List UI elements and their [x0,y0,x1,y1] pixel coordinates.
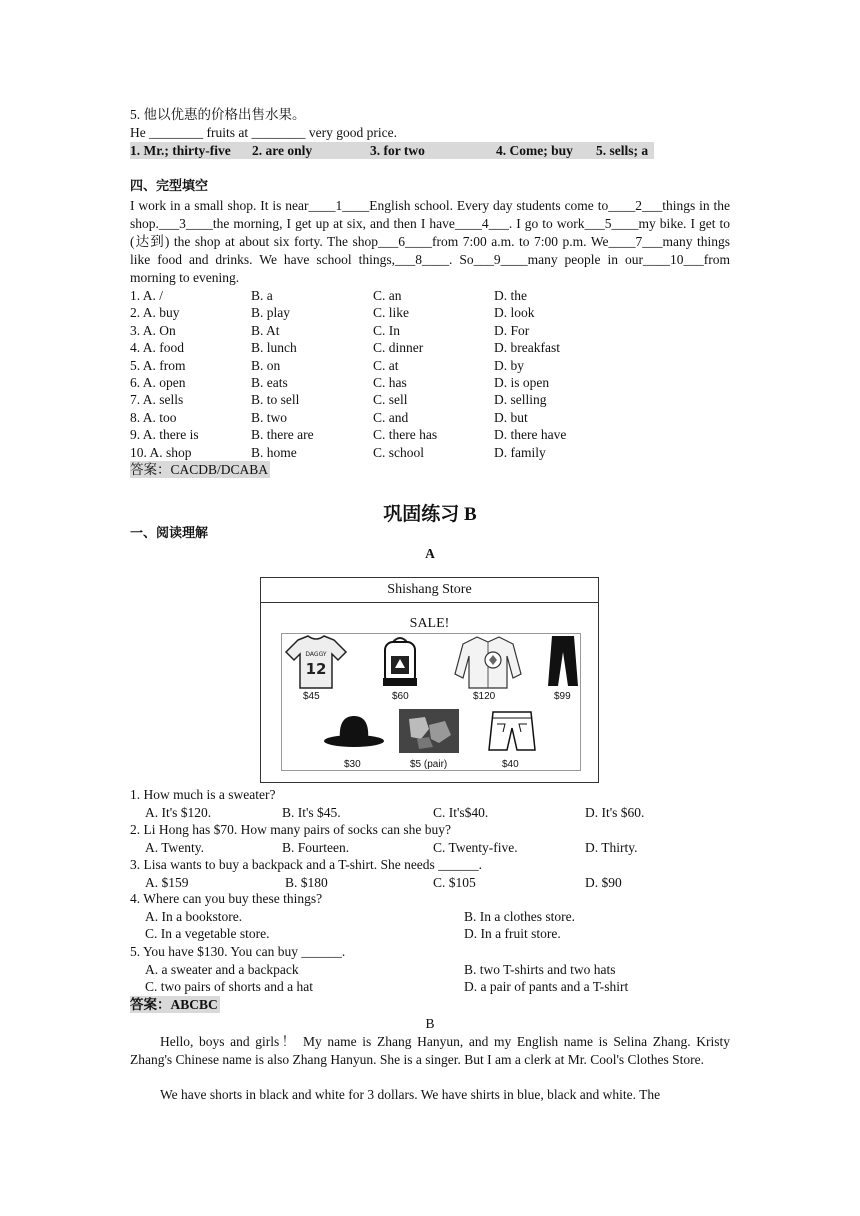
question-option: A. It's $120. [145,804,212,820]
question-option: B. $180 [285,874,328,890]
store-name: Shishang Store [261,578,598,603]
question-option: D. It's $60. [585,804,645,820]
cloze-option: C. at [373,357,399,373]
sweater-price: $120 [473,691,496,702]
shorts-icon [487,710,537,754]
cloze-option: 9. A. there is [130,427,199,443]
question-5-english: He ________ fruits at ________ very good price. [130,125,397,140]
cloze-option: C. school [373,444,425,460]
cloze-heading: 四、完型填空 [130,179,209,194]
passage-b-paragraph-1: Hello, boys and girls！ My name is Zhang Hanyun, and my English name is Selina Zhang. Kristy Zhang's Chinese name is also Zhang Hanyun. She is a singer. But I am a clerk at Mr. Cool's Clothes Store. [130,1034,730,1067]
cloze-option: C. In [373,322,400,338]
question-stem: 3. Lisa wants to buy a backpack and a T-shirt. She needs ______. [130,857,483,872]
cloze-option: D. is open [494,375,550,390]
question-option: D. a pair of pants and a T-shirt [464,979,629,994]
cloze-option: 10. A. shop [130,444,192,460]
answer-5: 5. sells; a [596,143,649,158]
cloze-answer: 答案：CACDB/DCABA [130,462,269,477]
cloze-option: D. breakfast [494,340,560,356]
question-5-chinese: 5. 他以优惠的价格出售水果。 [130,107,306,122]
part-b-label: B [425,1016,435,1031]
part-a-label: A [425,546,435,561]
cloze-option: B. play [251,305,290,321]
cloze-option: C. like [373,305,409,321]
cloze-option: 5. A. from [130,357,186,373]
question-stem: 1. How much is a sweater? [130,787,276,802]
cloze-option: B. At [251,322,280,338]
question-option: C. two pairs of shorts and a hat [145,979,313,994]
cloze-option: C. sell [373,392,408,408]
cloze-option: C. has [373,375,407,390]
sale-label: SALE! [409,616,450,631]
question-option: C. In a vegetable store. [145,926,270,941]
socks-icon [399,709,459,753]
sweater-icon [453,634,523,690]
shorts-price: $40 [502,759,519,770]
answer-3: 3. for two [370,143,425,158]
answer-1: 1. Mr.; thirty-five [130,143,231,158]
question-option: B. It's $45. [282,804,341,820]
cloze-option: B. lunch [251,340,297,356]
cloze-option: C. there has [373,427,438,443]
question-option: C. It's$40. [433,804,489,820]
question-option: A. Twenty. [145,839,205,855]
tshirt-icon [284,634,348,690]
socks-price: $5 (pair) [410,759,448,770]
cloze-option: D. family [494,444,546,460]
cloze-option: D. look [494,305,535,321]
cloze-option: D. there have [494,427,567,443]
cloze-option: D. by [494,357,524,373]
question-option: D. $90 [585,874,622,890]
question-stem: 4. Where can you buy these things? [130,891,323,906]
backpack-price: $60 [392,691,409,702]
cloze-option: 7. A. sells [130,392,184,408]
cloze-option: B. on [251,357,281,373]
question-option: B. Fourteen. [282,839,350,855]
question-option: D. Thirty. [585,839,638,855]
question-stem: 2. Li Hong has $70. How many pairs of socks can she buy? [130,822,451,837]
hat-icon [322,710,386,752]
cloze-option: 6. A. open [130,375,186,390]
cloze-option: B. home [251,444,297,460]
cloze-option: C. an [373,288,402,303]
backpack-icon [379,634,421,690]
cloze-option: 3. A. On [130,322,176,338]
cloze-option: C. and [373,409,409,425]
cloze-option: C. dinner [373,340,424,356]
question-option: C. Twenty-five. [433,839,518,855]
cloze-option: B. a [251,288,273,303]
pants-icon [546,634,580,690]
cloze-option: D. For [494,322,530,338]
store-advertisement [260,577,599,783]
question-stem: 5. You have $130. You can buy ______. [130,944,346,959]
tshirt-price: $45 [303,691,320,702]
cloze-option: 8. A. too [130,409,177,425]
cloze-option: B. two [251,409,288,425]
items-picture [281,633,581,771]
pants-price: $99 [554,691,571,702]
cloze-option: 4. A. food [130,340,184,356]
cloze-option: 2. A. buy [130,305,180,321]
question-option: B. two T-shirts and two hats [464,961,616,977]
question-option: A. In a bookstore. [145,908,243,924]
practice-b-title: 巩固练习 B [383,504,477,525]
question-option: D. In a fruit store. [464,926,561,941]
cloze-option: 1. A. / [130,288,164,303]
reading-heading: 一、阅读理解 [130,526,209,541]
cloze-option: B. eats [251,375,288,390]
cloze-option: D. selling [494,392,547,408]
cloze-option: D. but [494,409,528,425]
question-option: B. In a clothes store. [464,908,575,924]
cloze-option: D. the [494,288,527,303]
reading-answer: 答案：ABCBC [130,997,218,1012]
svg-text:12: 12 [305,660,327,678]
cloze-passage: I work in a small shop. It is near____1____English school. Every day students come to____2___things in the shop.___3____the morning, I get up at six, and then I have____4___. I go to work___5____my bike. I get to (达到) the shop at about six forty. The shop___6____from 7:00 a.m. to 7:00 p.m. We____7___many things like food and drinks. We have school things,___8____. So___9____many people in our____10___from morning to evening. [130,198,730,285]
question-option: A. a sweater and a backpack [145,961,299,977]
cloze-option: B. to sell [251,392,300,408]
question-option: A. $159 [145,874,189,890]
answer-4: 4. Come; buy [496,143,573,158]
answer-2: 2. are only [252,143,313,158]
passage-b-paragraph-2: We have shorts in black and white for 3 dollars. We have shirts in blue, black and white. The [160,1087,661,1102]
svg-text:DAGGY: DAGGY [305,651,327,658]
answer-row [130,142,654,159]
hat-price: $30 [344,759,361,770]
cloze-option: B. there are [251,427,314,443]
question-option: C. $105 [433,874,476,890]
